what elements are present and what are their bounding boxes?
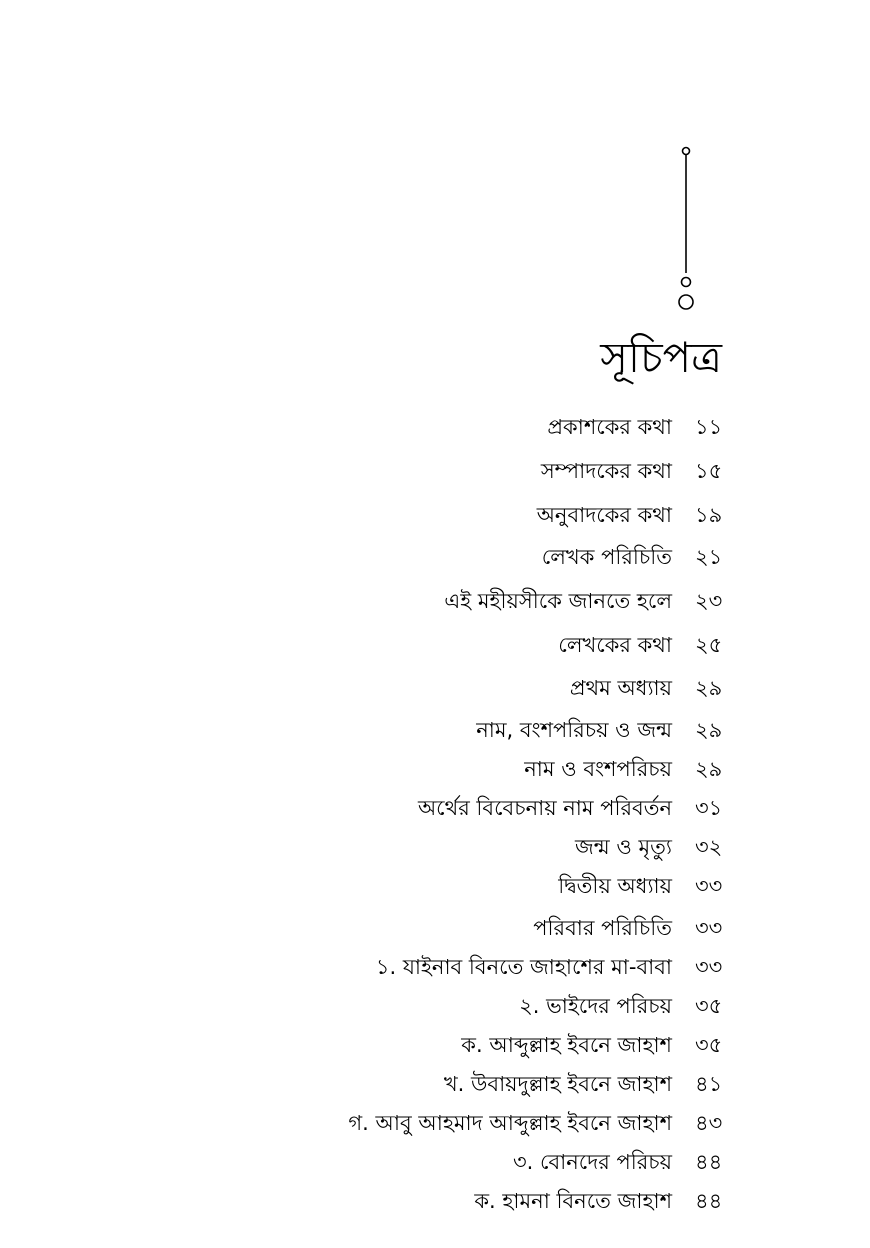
toc-entry-label: সম্পাদকের কথা xyxy=(540,459,672,483)
toc-entry-page: ৩৫ xyxy=(695,994,723,1018)
toc-entry-page: ৩১ xyxy=(695,796,723,820)
toc-entry xyxy=(0,829,870,865)
toc-entry-page: ৩৩ xyxy=(695,916,723,940)
toc-entry-page: ৩২ xyxy=(695,835,723,859)
toc-entry-label: জন্ম ও মৃত্যু xyxy=(575,835,672,859)
toc-entry-page: ৩৩ xyxy=(695,874,723,898)
toc-entry-label: লেখক পরিচিতি xyxy=(541,545,672,569)
toc-entry-label: ২. ভাইদের পরিচয় xyxy=(519,994,672,1018)
toc-entry-page: ৪৪ xyxy=(695,1150,723,1174)
toc-entry-label: পরিবার পরিচিতি xyxy=(533,916,672,940)
page-title: সূচিপত্র xyxy=(600,333,722,382)
toc-entry-page: ৪৪ xyxy=(695,1189,723,1213)
toc-entry xyxy=(0,949,870,985)
toc-entry xyxy=(0,453,870,489)
toc-entry-label: অর্থের বিবেচনায় নাম পরিবর্তন xyxy=(417,796,672,820)
toc-entry xyxy=(0,1066,870,1102)
toc-entry-page: ১৫ xyxy=(695,459,723,483)
toc-entry xyxy=(0,497,870,533)
toc-entry-label: অনুবাদকের কথা xyxy=(536,503,672,527)
toc-entry-page: ২৩ xyxy=(695,589,723,613)
toc-entry xyxy=(0,910,870,946)
toc-entry xyxy=(0,583,870,619)
toc-entry xyxy=(0,751,870,787)
toc-entry-label: এই মহীয়সীকে জানতে হলে xyxy=(444,589,672,613)
toc-entry-label: ক. আব্দুল্লাহ ইবনে জাহাশ xyxy=(461,1033,672,1057)
toc-entry-label: খ. উবায়দুল্লাহ ইবনে জাহাশ xyxy=(443,1072,672,1096)
toc-entry xyxy=(0,539,870,575)
toc-entry-page: ৪৩ xyxy=(695,1111,723,1135)
toc-entry-page: ১১ xyxy=(695,415,723,439)
toc-entry xyxy=(0,409,870,445)
toc-entry-label: নাম, বংশপরিচয় ও জন্ম xyxy=(476,718,672,742)
toc-entry xyxy=(0,1027,870,1063)
toc-entry xyxy=(0,1144,870,1180)
toc-entry xyxy=(0,790,870,826)
toc-entry-label: লেখকের কথা xyxy=(558,633,672,657)
toc-entry-label: প্রথম অধ্যায় xyxy=(569,676,672,700)
toc-entry xyxy=(0,712,870,748)
toc-entry-page: ১৯ xyxy=(695,503,723,527)
toc-entry-label: নাম ও বংশপরিচয় xyxy=(524,757,672,781)
toc-entry xyxy=(0,670,870,706)
toc-entry-label: ১. যাইনাব বিনতে জাহাশের মা-বাবা xyxy=(375,955,672,979)
toc-entry-page: ৩৩ xyxy=(695,955,723,979)
toc-entry-page: ২৫ xyxy=(695,633,723,657)
toc-entry-page: ৪১ xyxy=(695,1072,723,1096)
toc-entry-label: ৩. বোনদের পরিচয় xyxy=(512,1150,672,1174)
toc-entry-page: ২৯ xyxy=(695,757,723,781)
toc-entry xyxy=(0,627,870,663)
toc-entry-page: ২১ xyxy=(695,545,723,569)
toc-entry xyxy=(0,1105,870,1141)
toc-entry-page: ২৯ xyxy=(695,676,723,700)
toc-entry-page: ২৯ xyxy=(695,718,723,742)
toc-entry xyxy=(0,868,870,904)
toc-entry-label: প্রকাশকের কথা xyxy=(547,415,672,439)
toc-entry-page: ৩৫ xyxy=(695,1033,723,1057)
toc-entry-label: দ্বিতীয় অধ্যায় xyxy=(558,874,672,898)
toc-entry-label: গ. আবু আহমাদ আব্দুল্লাহ ইবনে জাহাশ xyxy=(348,1111,672,1135)
toc-entry xyxy=(0,988,870,1024)
toc-entry-label: ক. হামনা বিনতে জাহাশ xyxy=(474,1189,672,1213)
toc-entry xyxy=(0,1183,870,1219)
